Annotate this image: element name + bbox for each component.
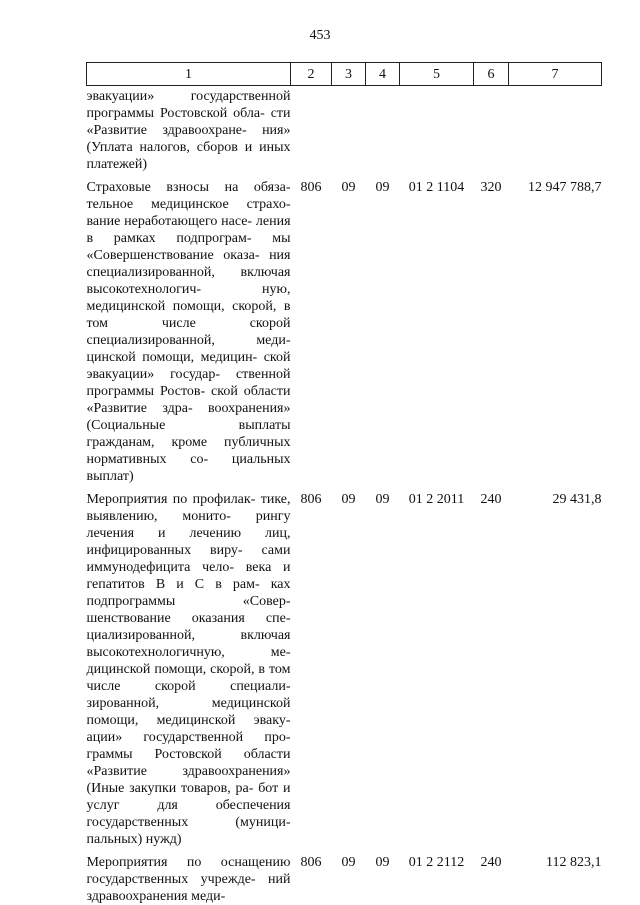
description-line: воохранения» (Социальные [86,401,291,433]
description-line: рингу лечения и лечению [86,509,291,541]
table-header-row [87,63,602,86]
table-row [87,179,602,485]
description-line: государственных учрежде- [86,872,256,887]
column-header: 5 [400,63,474,86]
description-line: мы «Совершенствование оказа- [86,231,291,263]
description-line: ации» государственной про- [86,730,291,745]
description-line: лиц, инфицированных виру- [86,526,291,558]
subsection-code-cell: 09 [375,492,390,507]
column-header: 3 [332,63,366,86]
column-header: 4 [366,63,400,86]
description-line: бот и услуг для обеспечения [86,781,291,813]
description-line: программы Ростовской обла- [86,106,265,121]
description-line: Мероприятия по профилак- [86,492,256,507]
description-line: тельное медицинское страхо- [86,197,291,212]
description-line: Мероприятия по оснащению [86,855,291,870]
description-line: ний здравоохранения меди- [86,872,291,904]
section-code-cell: 09 [341,492,356,507]
amount-cell [509,86,602,174]
description-line: ской эвакуации» государ- [86,350,291,382]
description-line: цинской помощи, медицин- [86,350,258,365]
description-line: ственной программы Ростов- [86,367,291,399]
description-line: ления в рамках подпрограм- [86,214,291,246]
section-code-cell: 09 [341,180,356,195]
table-row [87,86,602,174]
description-line: зированной, медицинской [86,696,291,711]
description-line: вание неработающего насе- [86,214,253,229]
description-line: публичных нормативных со- [86,435,291,467]
description-line: эвакуации» государственной [86,89,291,104]
expense-type-cell: 320 [480,180,502,195]
description-line: пальных) нужд) [86,832,182,847]
description-line: том числе скорой специали- [86,662,291,694]
ministry-code-cell: 806 [300,492,322,507]
table-body [87,86,602,905]
table-row [87,491,602,848]
column-header: 7 [509,63,602,86]
row-description [87,854,291,905]
description-line: выплаты гражданам, кроме [86,418,291,450]
description-line: сти «Развитие здравоохране- [86,106,291,138]
page-number: 453 [309,28,331,43]
description-line: специализированной, меди- [86,333,291,348]
target-article-cell: 01 2 2112 [408,855,465,870]
expense-type-cell [474,86,509,174]
description-line: граммы Ростовской области [86,747,291,762]
description-line: ния специализированной, [86,248,291,280]
description-line: циализированной, включая [86,628,291,643]
description-line: тике, выявлению, монито- [86,492,291,524]
amount-cell: 112 823,1 [546,855,602,870]
description-line: сами иммунодефицита чело- [86,543,291,575]
description-line: ках подпрограммы «Совер- [86,577,291,609]
table-row [87,854,602,905]
section-code-cell: 09 [341,855,356,870]
column-header: 2 [291,63,332,86]
description-line: циальных выплат) [86,452,291,484]
target-article-cell [400,86,474,174]
row-description [87,86,291,174]
row-description [87,179,291,485]
description-line: ную, медицинской помощи, [86,282,291,314]
row-description [87,491,291,848]
description-line: Страховые взносы на обяза- [86,180,291,195]
description-line: и иных платежей) [86,140,291,172]
column-header: 1 [87,63,291,86]
target-article-cell: 01 2 1104 [408,180,465,195]
target-article-cell: 01 2 2011 [408,492,465,507]
expense-type-cell: 240 [480,855,502,870]
subsection-code-cell [366,86,400,174]
amount-cell: 12 947 788,7 [528,180,602,195]
subsection-code-cell: 09 [375,855,390,870]
amount-cell: 29 431,8 [552,492,602,507]
description-line: высокотехнологичную, ме- [86,645,291,660]
description-line: помощи, медицинской эваку- [86,713,291,728]
description-line: дицинской помощи, скорой, в [86,662,266,677]
description-line: (Иные закупки товаров, ра- [86,781,254,796]
description-line: скорой, в том числе скорой [86,299,291,331]
description-line: шенствование оказания спе- [86,611,291,626]
description-line: века и гепатитов В и С в рам- [86,560,291,592]
description-line: включая высокотехнологич- [86,265,291,297]
section-code-cell [332,86,366,174]
description-line: «Развитие здравоохранения» [86,764,291,779]
ministry-code-cell: 806 [300,180,322,195]
description-line: ской области «Развитие здра- [86,384,291,416]
ministry-code-cell [291,86,332,174]
description-line: ния» (Уплата налогов, сборов [86,123,291,155]
budget-table [86,62,602,905]
expense-type-cell: 240 [480,492,502,507]
ministry-code-cell: 806 [300,855,322,870]
column-header: 6 [474,63,509,86]
subsection-code-cell: 09 [375,180,390,195]
description-line: государственных (муници- [86,815,291,830]
